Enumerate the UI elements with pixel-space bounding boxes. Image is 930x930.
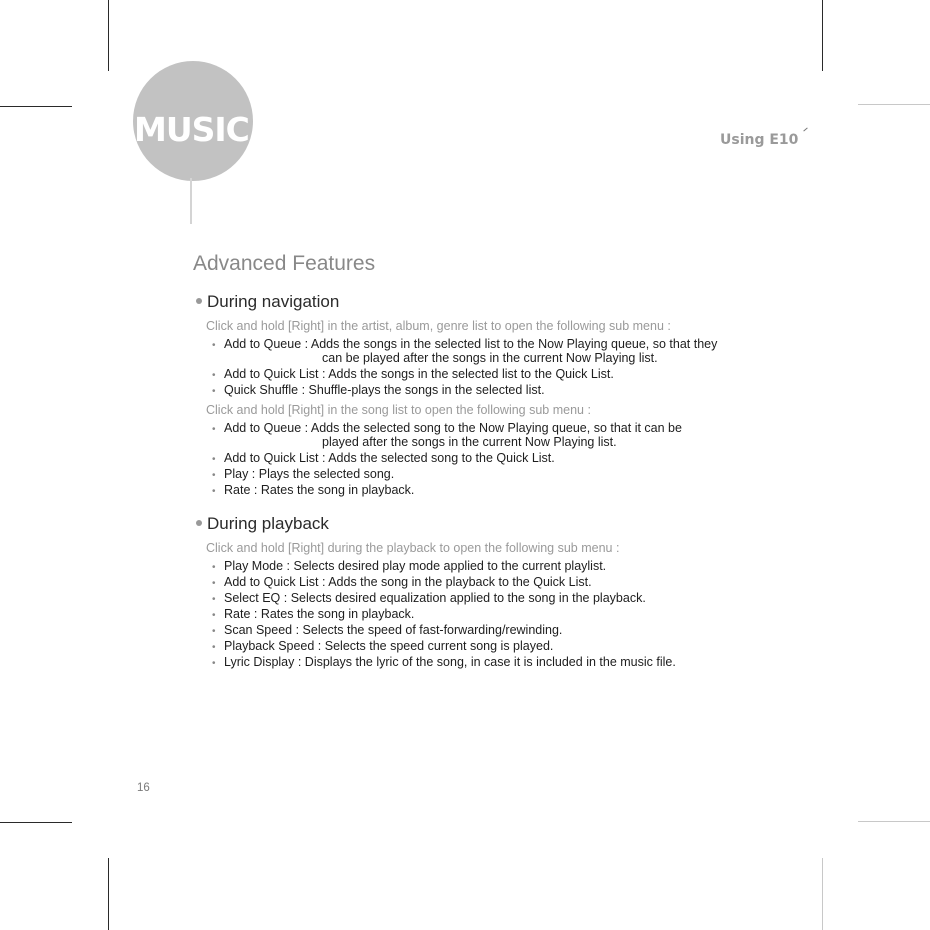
crop-mark-top-right: [822, 0, 823, 71]
crop-mark-right-top: [858, 104, 930, 105]
bullet-icon: •: [212, 424, 216, 435]
bullet-icon: •: [212, 340, 216, 351]
running-head-accent: [803, 128, 807, 132]
list-item: • Add to Quick List : Adds the song in the playback to the Quick List.: [212, 575, 592, 589]
bullet-icon: •: [212, 454, 216, 465]
list-item: • Play : Plays the selected song.: [212, 467, 395, 481]
section-heading-playback: [196, 515, 329, 532]
bullet-icon: •: [212, 562, 216, 573]
list-item: • Add to Queue : Adds the selected song to the Now Playing queue, so that it can be: [212, 421, 682, 435]
section-heading-navigation: [196, 293, 339, 310]
crop-mark-left-top: [0, 106, 72, 107]
bullet-icon: •: [212, 370, 216, 381]
bullet-icon: •: [212, 658, 216, 669]
page-number: 16: [137, 782, 150, 794]
list-item: • Select EQ : Selects desired equalization applied to the song in the playback.: [212, 591, 646, 605]
list-item: • Add to Quick List : Adds the selected song to the Quick List.: [212, 451, 555, 465]
list-item: • Quick Shuffle : Shuffle-plays the songs in the selected list.: [212, 383, 545, 397]
bullet-icon: •: [212, 470, 216, 481]
list-item: • Playback Speed : Selects the speed current song is played.: [212, 639, 554, 653]
list-item: • Add to Quick List : Adds the songs in the selected list to the Quick List.: [212, 367, 614, 381]
crop-mark-top-left: [108, 0, 109, 71]
bullet-icon: •: [212, 594, 216, 605]
bullet-icon: •: [212, 626, 216, 637]
bullet-icon: •: [212, 578, 216, 589]
music-badge-stem: [190, 178, 192, 224]
list-item: • Rate : Rates the song in playback.: [212, 483, 415, 497]
section-heading-text: During playback: [207, 514, 329, 533]
running-head: Using E10: [720, 132, 799, 148]
playback-intro: Click and hold [Right] during the playback to open the following sub menu :: [206, 541, 620, 555]
bullet-icon: •: [212, 386, 216, 397]
crop-mark-bottom-left: [108, 858, 109, 930]
crop-mark-right-bottom: [858, 821, 930, 822]
bullet-dot-icon: [196, 298, 202, 304]
list-item: • Scan Speed : Selects the speed of fast-forwarding/rewinding.: [212, 623, 563, 637]
list-item-continuation: played after the songs in the current Now Playing list.: [322, 435, 617, 449]
navigation-intro-song: Click and hold [Right] in the song list to open the following sub menu :: [206, 403, 591, 417]
bullet-icon: •: [212, 610, 216, 621]
section-heading-text: During navigation: [207, 292, 340, 311]
list-item: • Lyric Display : Displays the lyric of the song, in case it is included in the music file.: [212, 655, 676, 669]
bullet-dot-icon: [196, 520, 202, 526]
list-item: • Add to Queue : Adds the songs in the selected list to the Now Playing queue, so that they: [212, 337, 718, 351]
page-title: Advanced Features: [193, 252, 376, 275]
music-badge-label: MUSIC: [134, 110, 249, 149]
bullet-icon: •: [212, 486, 216, 497]
bullet-icon: •: [212, 642, 216, 653]
crop-mark-bottom-right: [822, 858, 823, 930]
list-item: • Rate : Rates the song in playback.: [212, 607, 415, 621]
list-item: • Play Mode : Selects desired play mode applied to the current playlist.: [212, 559, 607, 573]
navigation-intro-artist: Click and hold [Right] in the artist, album, genre list to open the following sub menu :: [206, 319, 671, 333]
list-item-continuation: can be played after the songs in the current Now Playing list.: [322, 351, 658, 365]
crop-mark-left-bottom: [0, 822, 72, 823]
